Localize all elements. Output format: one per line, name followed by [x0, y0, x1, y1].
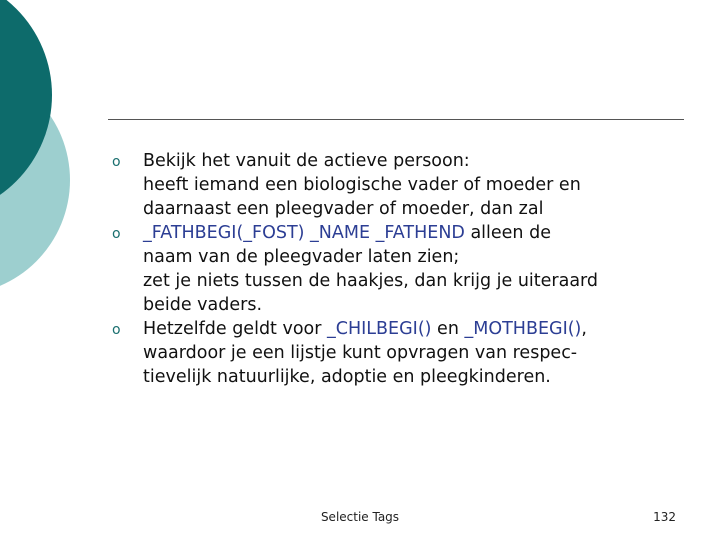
- text-segment: zet je niets tussen de haakjes, dan krijg je uiteraard: [143, 271, 599, 291]
- bullet-text-line: [143, 197, 702, 221]
- bullet-text-line: [143, 365, 702, 389]
- tag-code-text: _FATHBEGI(_FOST) _NAME _FATHEND: [143, 223, 465, 243]
- bullet-text-line: [143, 221, 702, 245]
- text-segment: tievelijk natuurlijke, adoptie en pleegkinderen.: [143, 367, 551, 387]
- bullet-text-line: [143, 293, 702, 317]
- bullet-list: [112, 149, 702, 389]
- bullet-text-line: [143, 173, 702, 197]
- bullet-text-line: [143, 149, 702, 173]
- bullet-item: [112, 149, 702, 221]
- title-divider-line: [108, 119, 684, 120]
- bullet-text-line: [143, 269, 702, 293]
- text-segment: alleen de: [464, 223, 551, 243]
- text-segment: beide vaders.: [143, 295, 263, 315]
- text-segment: Bekijk het vanuit de actieve persoon:: [143, 151, 470, 171]
- bullet-text-line: [143, 317, 702, 341]
- text-segment: waardoor je een lijstje kunt opvragen van respec-: [143, 343, 578, 363]
- bullet-item: [112, 317, 702, 389]
- decorative-circles: [0, 0, 80, 300]
- bullet-text-line: [143, 341, 702, 365]
- tag-code-text: _MOTHBEGI(): [464, 319, 582, 339]
- tag-code-text: _CHILBEGI(): [327, 319, 432, 339]
- text-segment: Hetzelfde geldt voor: [143, 319, 327, 339]
- page-number: 132: [653, 510, 676, 524]
- bullet-item: [112, 221, 702, 317]
- text-segment: daarnaast een pleegvader of moeder, dan zal: [143, 199, 544, 219]
- bullet-marker: o: [112, 322, 121, 338]
- bullet-text-line: [143, 245, 702, 269]
- text-segment: ,: [581, 319, 587, 339]
- text-segment: heeft iemand een biologische vader of moeder en: [143, 175, 581, 195]
- text-segment: naam van de pleegvader laten zien;: [143, 247, 460, 267]
- text-segment: en: [431, 319, 465, 339]
- bullet-marker: o: [112, 226, 121, 242]
- bullet-marker: o: [112, 154, 121, 170]
- footer-title: Selectie Tags: [320, 510, 400, 524]
